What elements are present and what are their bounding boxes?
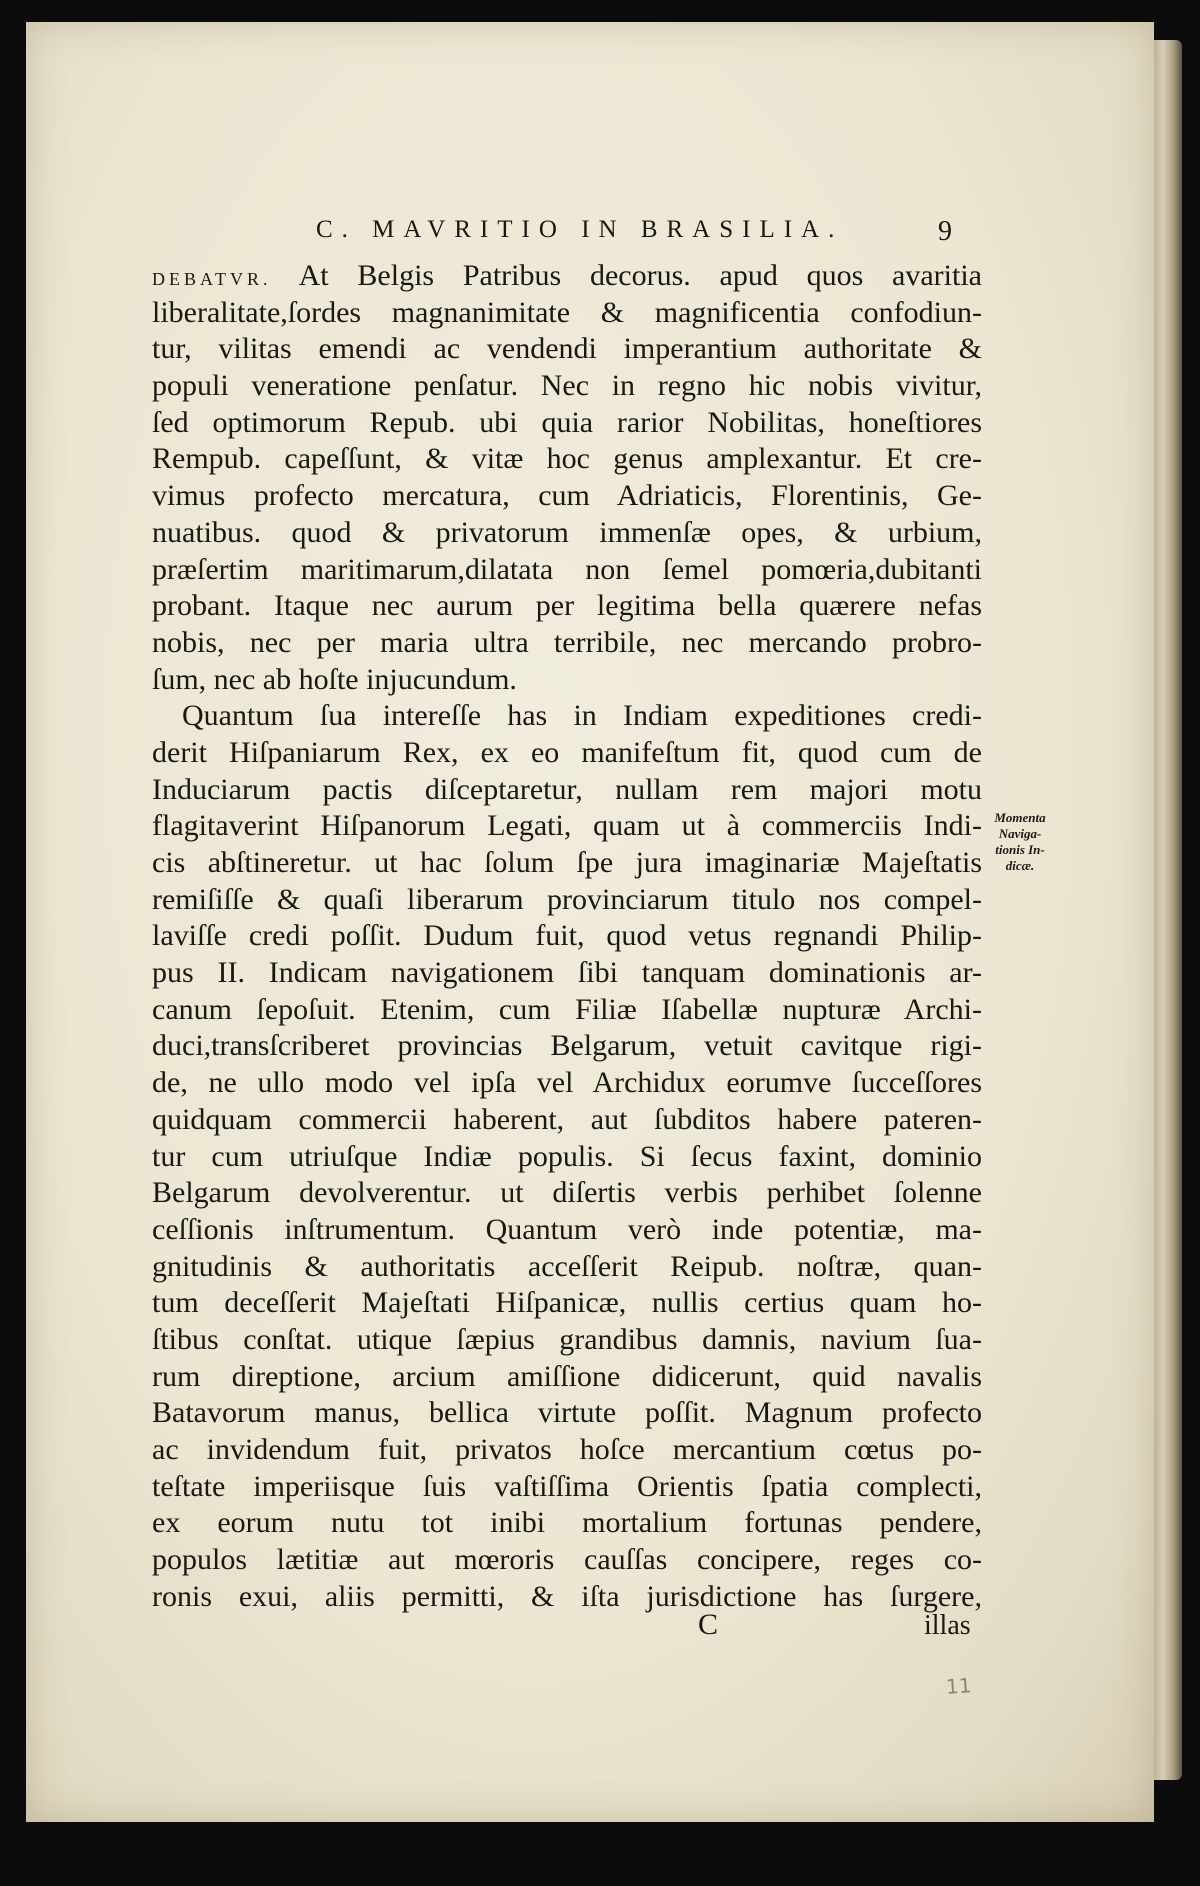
text-line: tur, vilitas emendi ac vendendi imperantium authoritate & (152, 332, 982, 366)
paragraph-end-line: ſum, nec ab hoſte injucundum. (152, 662, 517, 696)
pencil-page-number: 11 (945, 1673, 973, 1699)
text-line: cis abſtineretur. ut hac ſolum ſpe jura imaginariæ Majeſtatis (152, 846, 982, 879)
text-line: ſed optimorum Repub. ubi quia rarior Nobilitas, honeſtiores (152, 405, 982, 439)
catchword: illas (924, 1610, 971, 1641)
running-title: C. MAVRITIO IN BRASILIA. (316, 216, 844, 243)
text-line: populi veneratione penſatur. Nec in regno hic nobis vivitur, (152, 369, 982, 403)
text-line: Belgarum devolverentur. ut diſertis verbis perhibet ſolenne (152, 1176, 982, 1210)
text-line: nuatibus. quod & privatorum immenſæ opes, & urbium, (152, 515, 982, 549)
text-line: pus II. Indicam navigationem ſibi tanquam dominationis ar- (152, 956, 982, 990)
margin-note-line: Momenta (994, 810, 1046, 825)
text-line: de, ne ullo modo vel ipſa vel Archidux eorumve ſucceſſores (152, 1066, 982, 1100)
margin-note-line: Naviga- (998, 826, 1042, 841)
text-line: ſtibus conſtat. utique ſæpius grandibus damnis, navium ſua- (152, 1322, 982, 1356)
text-line: rum direptione, arcium amiſſione didicerunt, quid navalis (152, 1359, 982, 1393)
text-line: præſertim maritimarum,dilatata non ſemel pomœria,dubitanti (152, 552, 982, 586)
text-line: populos lætitiæ aut mœroris cauſſas concipere, reges co- (152, 1543, 982, 1577)
text-line: nobis, nec per maria ultra terribile, nec mercando probro- (152, 625, 982, 659)
book-page (26, 22, 1154, 1822)
text-line: Induciarum pactis diſceptaretur, nullam rem majori motu (152, 772, 982, 806)
smallcaps-word: DEBATVR. (152, 269, 272, 289)
margin-note-line: dicæ. (1005, 858, 1035, 873)
text-line: Rempub. capeſſunt, & vitæ hoc genus amplexantur. Et cre- (152, 442, 982, 476)
text-line: remiſiſſe & quaſi liberarum provinciarum titulo nos compel- (152, 882, 982, 916)
text-line: vimus profecto mercatura, cum Adriaticis, Florentinis, Ge- (152, 479, 982, 513)
signature-mark: C (698, 1608, 719, 1641)
text-line: probant. Itaque nec aurum per legitima bella quærere nefas (152, 589, 982, 623)
text-line: Batavorum manus, bellica virtute poſſit. Magnum profecto (152, 1396, 982, 1430)
text-line: gnitudinis & authoritatis acceſſerit Reipub. noſtræ, quan- (152, 1249, 982, 1283)
page-number: 9 (938, 216, 952, 247)
text-line: tur cum utriuſque Indiæ populis. Si ſecus faxint, dominio (152, 1139, 982, 1173)
text-line: liberalitate,ſordes magnanimitate & magnificentia confodiun- (152, 295, 982, 329)
text-line: canum ſepoſuit. Etenim, cum Filiæ Iſabellæ nupturæ Archi- (152, 992, 982, 1026)
paragraph-start-line: Quantum ſua intereſſe has in Indiam expeditiones credi- (182, 699, 982, 733)
running-head (26, 216, 1154, 260)
text-line: ceſſionis inſtrumentum. Quantum verò inde potentiæ, ma- (152, 1212, 982, 1246)
text-line: ronis exui, aliis permitti, & iſta jurisdictione has ſurgere, (152, 1579, 982, 1613)
text-line: quidquam commercii haberent, aut ſubditos habere pateren- (152, 1102, 982, 1136)
margin-note-line: tionis In- (995, 842, 1045, 857)
text-line: ex eorum nutu tot inibi mortalium fortunas pendere, (152, 1506, 982, 1540)
text-line: laviſſe credi poſſit. Dudum fuit, quod vetus regnandi Philip- (152, 919, 982, 953)
text-line: ac invidendum fuit, privatos hoſce mercantium cœtus po- (152, 1433, 982, 1466)
text-line: teſtate imperiisque ſuis vaſtiſſima Orientis ſpatia complecti, (152, 1469, 982, 1503)
text-line: derit Hiſpaniarum Rex, ex eo manifeſtum fit, quod cum de (152, 735, 982, 769)
text-line: tum deceſſerit Majeſtati Hiſpanicæ, nullis certius quam ho- (152, 1286, 982, 1320)
margin-note (984, 810, 1056, 874)
text-line: duci,transſcriberet provincias Belgarum, vetuit cavitque rigi- (152, 1029, 982, 1063)
text-line: DEBATVR. At Belgis Patribus decorus. apud quos avaritia (152, 259, 982, 292)
text-line: flagitaverint Hiſpanorum Legati, quam ut à commerciis Indi- (152, 809, 982, 843)
body-text (152, 258, 982, 1615)
